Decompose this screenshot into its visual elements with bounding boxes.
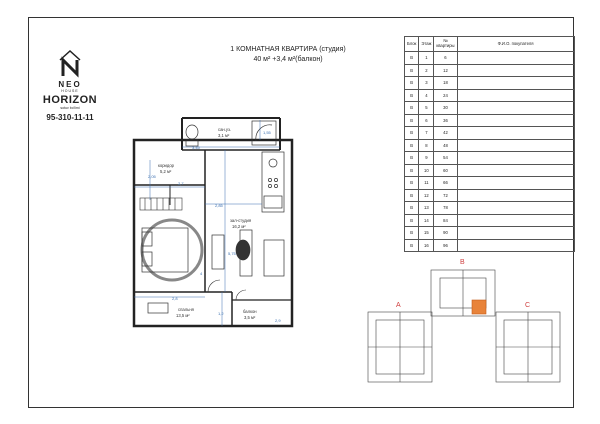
cell-floor: 7 bbox=[419, 127, 434, 140]
header-floor: Этаж bbox=[419, 37, 434, 52]
cell-block: B bbox=[405, 214, 419, 227]
cell-apt: 12 bbox=[434, 64, 457, 77]
cell-apt: 90 bbox=[434, 227, 457, 240]
logo-brand: HORIZON bbox=[42, 94, 98, 106]
cell-apt: 24 bbox=[434, 89, 457, 102]
cell-block: B bbox=[405, 114, 419, 127]
room-balc-area: 3,5 м² bbox=[244, 315, 256, 320]
cell-block: B bbox=[405, 64, 419, 77]
cell-apt: 42 bbox=[434, 127, 457, 140]
title-line2: 40 м² +3,4 м²(балкон) bbox=[253, 56, 323, 63]
cell-block: B bbox=[405, 177, 419, 190]
room-corr-area: 5,2 м² bbox=[160, 169, 172, 174]
dim-8: 1,2 bbox=[218, 311, 224, 316]
dim-1: 1,55 bbox=[263, 130, 271, 135]
cell-block: B bbox=[405, 164, 419, 177]
room-bath-name: сан.уз. bbox=[218, 127, 232, 132]
logo-house: HOUSE bbox=[61, 89, 79, 93]
dim-6: 5,75 bbox=[228, 251, 236, 256]
header-apt: № квартиры bbox=[434, 37, 457, 52]
room-balc-name: балкон bbox=[243, 309, 257, 314]
dimension-labels bbox=[148, 130, 281, 323]
room-corr-name: коридор bbox=[158, 163, 174, 168]
block-label-c: C bbox=[525, 302, 531, 309]
cell-block: B bbox=[405, 189, 419, 202]
balcony-door bbox=[208, 280, 246, 300]
dim-9: 2,9 bbox=[275, 318, 281, 323]
dim-7: 2,8 bbox=[172, 296, 178, 301]
room-bed-name: спальня bbox=[178, 307, 194, 312]
header-block: Блок bbox=[405, 37, 419, 52]
cell-apt: 30 bbox=[434, 102, 457, 115]
room-hall-name: зал-студия bbox=[230, 218, 252, 223]
phone-number: 95-310-11-11 bbox=[46, 113, 94, 122]
cell-apt: 66 bbox=[434, 177, 457, 190]
block-label-b: B bbox=[460, 259, 465, 266]
cell-apt: 96 bbox=[434, 239, 457, 252]
cell-block: B bbox=[405, 227, 419, 240]
logo-neo: NEO bbox=[58, 80, 82, 89]
cell-floor: 5 bbox=[419, 102, 434, 115]
cell-floor: 13 bbox=[419, 202, 434, 215]
cell-apt: 54 bbox=[434, 152, 457, 165]
title-line1: 1 КОМНАТНАЯ КВАРТИРА (студия) bbox=[230, 46, 346, 53]
cell-floor: 10 bbox=[419, 164, 434, 177]
cell-floor: 15 bbox=[419, 227, 434, 240]
cell-apt: 78 bbox=[434, 202, 457, 215]
room-bed-area: 13,5 м² bbox=[176, 313, 190, 318]
cell-block: B bbox=[405, 77, 419, 90]
cell-floor: 4 bbox=[419, 89, 434, 102]
cell-floor: 14 bbox=[419, 214, 434, 227]
cell-floor: 2 bbox=[419, 64, 434, 77]
cell-floor: 3 bbox=[419, 77, 434, 90]
cell-apt: 72 bbox=[434, 189, 457, 202]
cell-floor: 12 bbox=[419, 189, 434, 202]
cell-block: B bbox=[405, 239, 419, 252]
cell-floor: 1 bbox=[419, 52, 434, 65]
cell-block: B bbox=[405, 202, 419, 215]
cell-block: B bbox=[405, 127, 419, 140]
cell-apt: 36 bbox=[434, 114, 457, 127]
cell-block: B bbox=[405, 89, 419, 102]
block-label-a: A bbox=[396, 302, 401, 309]
cell-apt: 48 bbox=[434, 139, 457, 152]
cell-floor: 6 bbox=[419, 114, 434, 127]
key-plan-c bbox=[496, 312, 560, 382]
dim-2: 3,45 bbox=[192, 145, 200, 150]
cell-block: B bbox=[405, 52, 419, 65]
cell-block: B bbox=[405, 152, 419, 165]
cell-block: B bbox=[405, 139, 419, 152]
wardrobe bbox=[140, 198, 182, 210]
dim-4: 2,7 bbox=[178, 181, 184, 186]
cell-floor: 16 bbox=[419, 239, 434, 252]
room-bath-area: 3,1 м² bbox=[218, 133, 230, 138]
logo-sub: sotuv bo'limi bbox=[60, 106, 80, 110]
room-hall-area: 16,2 м² bbox=[232, 224, 246, 229]
dim-10: 4 bbox=[200, 271, 203, 276]
cell-apt: 6 bbox=[434, 52, 457, 65]
highlighted-unit bbox=[472, 300, 486, 314]
cell-apt: 60 bbox=[434, 164, 457, 177]
cell-block: B bbox=[405, 102, 419, 115]
cell-floor: 11 bbox=[419, 177, 434, 190]
dim-5: 2,85 bbox=[215, 203, 223, 208]
cell-floor: 9 bbox=[419, 152, 434, 165]
cell-floor: 8 bbox=[419, 139, 434, 152]
room-labels bbox=[158, 127, 257, 320]
cell-apt: 84 bbox=[434, 214, 457, 227]
cell-apt: 18 bbox=[434, 77, 457, 90]
dim-3: 2,05 bbox=[148, 174, 156, 179]
key-plan-a bbox=[368, 312, 432, 382]
header-buyer: Ф.И.О. покупателя bbox=[457, 37, 574, 52]
